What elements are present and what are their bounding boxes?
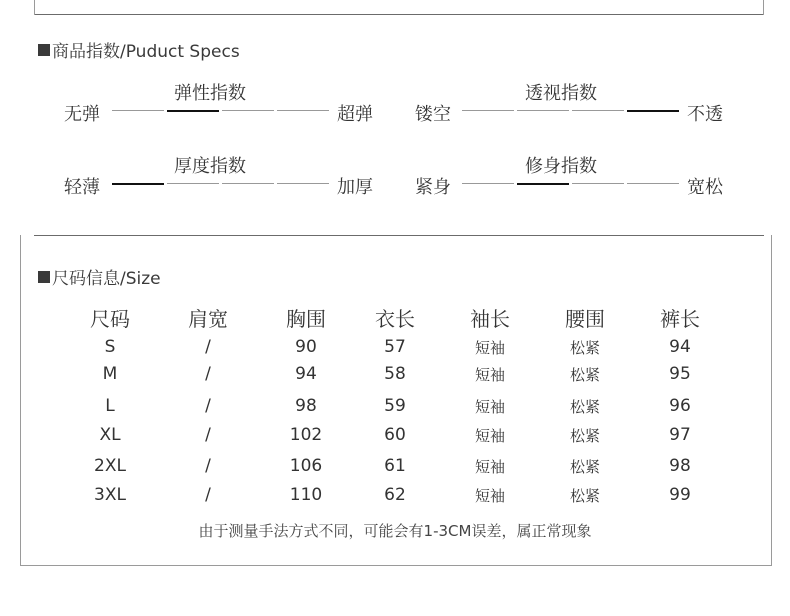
scale-right-label: 超弹	[337, 104, 373, 125]
scale-left-label: 轻薄	[64, 177, 100, 198]
table-cell: 松紧	[569, 398, 601, 416]
scale-left-label: 镂空	[415, 104, 451, 125]
table-header-cell: 腰围	[565, 307, 605, 331]
left-border	[20, 235, 21, 566]
scale-segment	[112, 110, 164, 111]
table-header-cell: 胸围	[286, 307, 326, 331]
scale-segment	[277, 110, 329, 111]
scale-left-label: 无弹	[64, 104, 100, 125]
table-cell: S	[104, 337, 116, 357]
specs-title-text: 商品指数/Puduct Specs	[52, 42, 240, 62]
top-right-border	[763, 0, 764, 15]
table-cell: 松紧	[569, 366, 601, 384]
table-cell: /	[205, 425, 211, 445]
table-cell: 短袖	[474, 398, 506, 416]
scale-title: 修身指数	[525, 156, 597, 177]
measurement-note: 由于测量手法方式不同，可能会有1-3CM误差，属正常现象	[198, 522, 592, 540]
table-cell: 98	[669, 456, 691, 476]
top-left-border	[34, 0, 35, 15]
table-cell: 94	[669, 337, 691, 357]
bottom-border	[20, 565, 772, 566]
table-cell: 3XL	[94, 485, 126, 505]
table-cell: 2XL	[94, 456, 126, 476]
top-divider	[34, 14, 764, 15]
scale-title: 透视指数	[525, 83, 597, 104]
scale-title: 厚度指数	[174, 156, 246, 177]
table-cell: 松紧	[569, 458, 601, 476]
table-cell: 58	[384, 364, 406, 384]
scale-title: 弹性指数	[174, 83, 246, 104]
table-cell: 60	[384, 425, 406, 445]
right-border	[771, 235, 772, 566]
table-cell: M	[102, 364, 118, 384]
scale-segment	[222, 183, 274, 184]
scale-segment	[167, 110, 219, 112]
table-header-cell: 裤长	[660, 307, 700, 331]
size-title-text: 尺码信息/Size	[52, 269, 161, 289]
table-cell: 90	[295, 337, 317, 357]
table-cell: /	[205, 485, 211, 505]
scale-segment	[627, 183, 679, 184]
table-cell: 110	[289, 485, 323, 505]
table-cell: 短袖	[474, 487, 506, 505]
table-cell: 短袖	[474, 339, 506, 357]
table-cell: 97	[669, 425, 691, 445]
scale-segment	[627, 110, 679, 112]
table-cell: 99	[669, 485, 691, 505]
section-square-icon	[38, 271, 50, 283]
scale-segment	[112, 183, 164, 185]
table-cell: 短袖	[474, 427, 506, 445]
scale-right-label: 宽松	[687, 177, 723, 198]
table-cell: /	[205, 396, 211, 416]
scale-segment	[462, 110, 514, 111]
scale-segment	[462, 183, 514, 184]
scale-left-label: 紧身	[415, 177, 451, 198]
table-cell: 62	[384, 485, 406, 505]
scale-segment	[517, 183, 569, 185]
table-cell: 57	[384, 337, 406, 357]
middle-divider	[34, 235, 764, 236]
scale-right-label: 不透	[687, 104, 723, 125]
scale-segment	[572, 183, 624, 184]
table-header-cell: 肩宽	[188, 307, 228, 331]
scale-segment	[517, 110, 569, 111]
table-cell: 98	[295, 396, 317, 416]
specs-section-title	[38, 37, 240, 62]
scale-right-label: 加厚	[337, 177, 373, 198]
table-cell: 95	[669, 364, 691, 384]
table-cell: /	[205, 364, 211, 384]
table-header-cell: 袖长	[470, 307, 510, 331]
table-cell: 松紧	[569, 487, 601, 505]
scale-segment	[572, 110, 624, 111]
table-cell: /	[205, 456, 211, 476]
table-cell: 59	[384, 396, 406, 416]
table-cell: L	[105, 396, 115, 416]
size-section-title	[38, 264, 161, 289]
table-header-cell: 尺码	[90, 307, 130, 331]
table-cell: 松紧	[569, 339, 601, 357]
table-cell: 102	[289, 425, 323, 445]
table-cell: 94	[295, 364, 317, 384]
table-cell: 96	[669, 396, 691, 416]
table-cell: XL	[99, 425, 121, 445]
section-square-icon	[38, 44, 50, 56]
table-cell: 61	[384, 456, 406, 476]
table-cell: 松紧	[569, 427, 601, 445]
table-header-cell: 衣长	[375, 307, 415, 331]
table-cell: 短袖	[474, 458, 506, 476]
scale-segment	[222, 110, 274, 111]
scale-segment	[167, 183, 219, 184]
table-cell: 106	[289, 456, 323, 476]
table-cell: 短袖	[474, 366, 506, 384]
scale-segment	[277, 183, 329, 184]
table-cell: /	[205, 337, 211, 357]
